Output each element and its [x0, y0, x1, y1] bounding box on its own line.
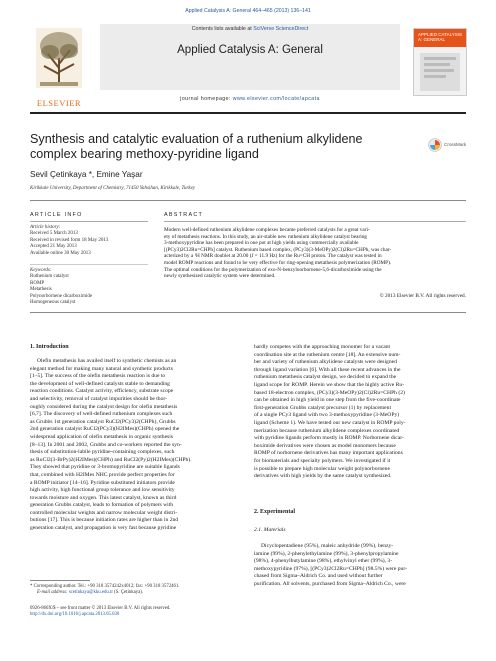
intro-line: generation catalyst, and propagation is very fast because pyridine	[30, 525, 177, 532]
article-history	[30, 225, 150, 257]
introduction-right-text	[254, 344, 466, 481]
intro-line: thesis of substitution-labile pyridine-containing complexes, such	[30, 449, 175, 456]
intro-line: They showed that pyridine or 3-bromopyridine are suitable ligands	[30, 464, 180, 471]
experimental-heading: 2. Experimental	[254, 509, 295, 515]
intro-line: ber and variety of ruthenium alkylidene catalysts were designed	[254, 359, 397, 366]
intro-line: for biomaterials and specialty polymers. We investigated if it	[254, 457, 391, 464]
history-item: Available online 30 May 2013	[30, 250, 91, 256]
intro-line: derivatives with high yields by the same catalyst synthesized.	[254, 473, 392, 480]
keyword-item: Polynorbornene dicarboximide	[30, 293, 93, 299]
history-item: Received in revised form 18 May 2013	[30, 237, 109, 243]
abstract-line: newly synthesized catalytic system were determined.	[164, 273, 276, 280]
homepage-prefix: journal homepage:	[180, 96, 233, 102]
crossmark-label: CrossMark	[444, 142, 467, 147]
intro-line: [1–5]. The success of the olefin metathesis reaction is due to	[30, 373, 166, 380]
history-item: Received 5 March 2013	[30, 231, 78, 237]
email-suffix: (S. Çetinkaya).	[112, 590, 144, 595]
intro-line: ROMP of norbornene derivatives has many important applications	[254, 450, 403, 457]
cover-graphic-icon	[420, 53, 460, 91]
intro-line: butions [17]. This is because initiation rates are higher than in 2nd	[30, 517, 179, 524]
intro-line: is possible to prepare high molecular weight polynorbornene	[254, 465, 390, 472]
abstract-line: acterized by a ¹H NMR doublet at 20.00 (J = 11.9 Hz) for the Ru=CH proton. The catalyst was tested in	[164, 253, 382, 260]
doi-link[interactable]: http://dx.doi.org/10.1016/j.apcata.2013.05.030	[30, 612, 120, 617]
history-label: Article history:	[30, 225, 61, 230]
article-info-heading: ARTICLE INFO	[30, 212, 83, 218]
materials-line: methoxypyridine (97%), [(PCy3)2Cl2Ru=CHPh] (98.5%) were pur-	[254, 565, 407, 572]
issn-line: 0926-860X/$ – see front matter © 2013 Elsevier B.V. All rights reserved.	[30, 606, 171, 611]
intro-line: generation Grubbs catalyst, leads to formation of polymers with	[30, 502, 174, 509]
corresponding-line: * Corresponding author. Tel.: +90 318 3574242x4012; fax: +90 318 3572461.	[30, 584, 180, 589]
keyword-item: Homogeneous catalyst	[30, 300, 76, 306]
intro-line: oughly considered during the catalyst design for olefin metathesis	[30, 403, 178, 410]
abstract-line: 3-methoxypyridine has been prepared in one pot at high yields using commercially available	[164, 240, 359, 247]
cover-title: APPLIED CATALYSIS A: GENERAL	[418, 32, 463, 42]
intro-line: that, combined with H2IMes NHC provide perfect properties for	[30, 471, 175, 478]
keyword-item: Metathesis	[30, 287, 52, 293]
introduction-left-text	[30, 358, 242, 533]
history-item: Accepted 21 May 2013	[30, 244, 77, 250]
corresponding-author-note	[30, 584, 242, 596]
materials-text	[254, 543, 466, 589]
copyright-notice: © 2013 Elsevier B.V. All rights reserved.	[379, 293, 466, 299]
journal-banner	[100, 24, 400, 90]
abstract-heading: ABSTRACT	[164, 212, 204, 218]
abstract-line: Modern well-defined ruthenium alkylidene complexes became preferred catalysts for a great vari-	[164, 227, 370, 233]
intro-line: as RuCl2(3-BrPy)2(H2IMes)(CHPh) and RuCl2(Py)2(H2IMes)(CHPh).	[30, 456, 192, 463]
author-list: Sevil Çetinkaya *, Emine Yaşar	[30, 170, 143, 179]
abstract-line: ety of metathesis reactions. In this study, an air-stable new ruthenium alkylidene catalyst bearing	[164, 233, 367, 240]
keywords-list	[30, 268, 150, 306]
intro-line: boximide derivatives were chosen as model monomers because	[254, 442, 396, 449]
introduction-heading: 1. Introduction	[30, 344, 69, 350]
intro-line: as Grubbs 1st generation catalyst RuCl2(PCy3)2(CHPh), Grubbs	[30, 418, 176, 425]
elsevier-wordmark: ELSEVIER	[36, 98, 82, 108]
abstract-bottom-rule	[30, 312, 466, 313]
intro-line: 2nd generation catalyst RuCl2(PCy3)(H2IMes)(CHPh) opened the	[30, 426, 180, 433]
header-rule	[30, 112, 466, 114]
publication-footer	[30, 606, 260, 618]
intro-line: [6,7]. The discovery of well-defined ruthenium complexes such	[30, 411, 173, 418]
materials-subheading: 2.1. Materials	[254, 527, 286, 533]
email-link[interactable]: scetinkaya@kku.edu.tr	[68, 590, 113, 595]
materials-line: lamine (99%), 2-phenylethylamine (99%), 3-phenylpropylamine	[254, 550, 399, 557]
sciencedirect-link[interactable]: SciVerse ScienceDirect	[253, 26, 309, 32]
abstract-line: The optimal conditions for the polymerization of exo-N-benzylnorbornene-5,6-dicarboximide using the	[164, 266, 382, 273]
abstract-rule	[164, 221, 466, 222]
materials-line: purification. All solvents, purchased from Sigma–Aldrich Co., were	[254, 580, 406, 587]
intro-line: a ROMP initiator [14–16]. Pyridine substituted initiators provide	[30, 479, 175, 486]
affiliation-rule	[30, 200, 466, 201]
journal-reference[interactable]: Applied Catalysis A: General 464–465 (2013) 136–141	[185, 8, 311, 14]
author-affiliation: Kirikkale University, Department of Chemistry, 71450 Yahsihan, Kirikkale, Turkey	[30, 186, 196, 191]
intro-line: coordination site at the ruthenium centre [18]. An extensive num-	[254, 351, 401, 358]
intro-line: controlled molecular weights and narrow molecular weight distri-	[30, 509, 178, 516]
journal-title: Applied Catalysis A: General	[177, 44, 323, 56]
materials-line: (98%), 4-phenylbutylamine (98%), ethylvinyl ether (99%), 3-	[254, 558, 393, 565]
crossmark-icon	[428, 138, 442, 152]
intro-line: based 18-electron complex, (PCy3)(3-MeOPy)2(Cl)2Ru=CHPh (2)	[254, 389, 405, 396]
intro-line: reaction conditions. Catalyst activity, efficiency, substrate scope	[30, 388, 174, 395]
contents-prefix: Contents lists available at	[191, 26, 254, 32]
intro-line: merization because ruthenium alkylidene complexes coordinated	[254, 427, 400, 434]
intro-line: Olefin metathesis has availed itself to synthetic chemists as an	[37, 358, 177, 364]
abstract-line: model ROMP reactions and found to be very effective for ring-opening metathesis polymerization (ROMP).	[164, 259, 392, 266]
keywords-label: Keywords:	[30, 268, 52, 273]
abstract-line: [(PCy3)2Cl2Ru=CHPh] catalyst. Ruthenium based complex, (PCy3)(3-MeOPy)2(Cl)2Ru=CHPh, was char-	[164, 246, 392, 253]
materials-line: Dicyclopentadiene (95%), maleic anhydride (99%), benzy-	[261, 543, 394, 549]
email-line	[30, 590, 242, 596]
intro-line: can be obtained in high yield in one step from the five-coordinate	[254, 397, 401, 404]
article-info-rule	[30, 221, 148, 222]
contents-line	[100, 26, 400, 32]
abstract-body	[164, 227, 466, 280]
article-title: Synthesis and catalytic evaluation of a ruthenium alkylidene complex bearing methoxy-pyridine ligand	[30, 132, 363, 161]
keywords-rule	[30, 264, 148, 265]
journal-cover-image	[413, 28, 467, 96]
elsevier-tree-icon	[36, 28, 82, 88]
keyword-item: Ruthenium catalyst	[30, 274, 69, 280]
footnote-rule	[30, 580, 90, 581]
intro-line: widespread application of olefin metathesis in organic synthesis	[30, 433, 173, 440]
elsevier-logo[interactable]	[30, 24, 88, 108]
intro-line: through ligand variation [6]. With all these recent advances in the	[254, 366, 401, 373]
intro-line: with pyridine ligands perform mostly in ROMP. Norbornene dicar-	[254, 435, 404, 442]
keyword-item: ROMP	[30, 280, 45, 286]
intro-line: elegant method for making many natural and synthetic products	[30, 365, 173, 372]
intro-line: ligand scope for ROMP. Herein we show that the highly active Ru-	[254, 381, 405, 388]
intro-line: [8–13]. In 2001 and 2002, Grubbs and co-workers reported the syn-	[30, 441, 182, 448]
intro-line: towards moisture and oxygen. This latest catalyst, known as third	[30, 494, 177, 501]
intro-line: high activity, high functional group tolerance and low sensitivity	[30, 487, 175, 494]
homepage-link[interactable]: www.elsevier.com/locate/apcata	[232, 96, 320, 102]
intro-line: ligand (Scheme 1). We have tested our new catalyst in ROMP poly-	[254, 419, 406, 426]
intro-line: of a single PCy3 ligand with two 3-methoxypyridine (3-MeOPy)	[254, 412, 400, 419]
journal-homepage	[100, 96, 400, 102]
intro-line: the development of well-defined catalysts stable to demanding	[30, 380, 170, 387]
intro-line: hardly competes with the approaching monomer for a vacant	[254, 344, 391, 350]
intro-line: first-generation Grubbs catalyst precursor (1) by replacement	[254, 404, 391, 411]
intro-line: ruthenium metathesis catalyst design, we decided to expand the	[254, 374, 397, 381]
intro-line: and selectivity, removal of catalyst impurities should be thor-	[30, 395, 168, 402]
materials-line: chased from Sigma–Aldrich Co. and used without further	[254, 573, 383, 580]
email-label: E-mail address:	[37, 590, 69, 595]
journal-header	[30, 24, 466, 106]
